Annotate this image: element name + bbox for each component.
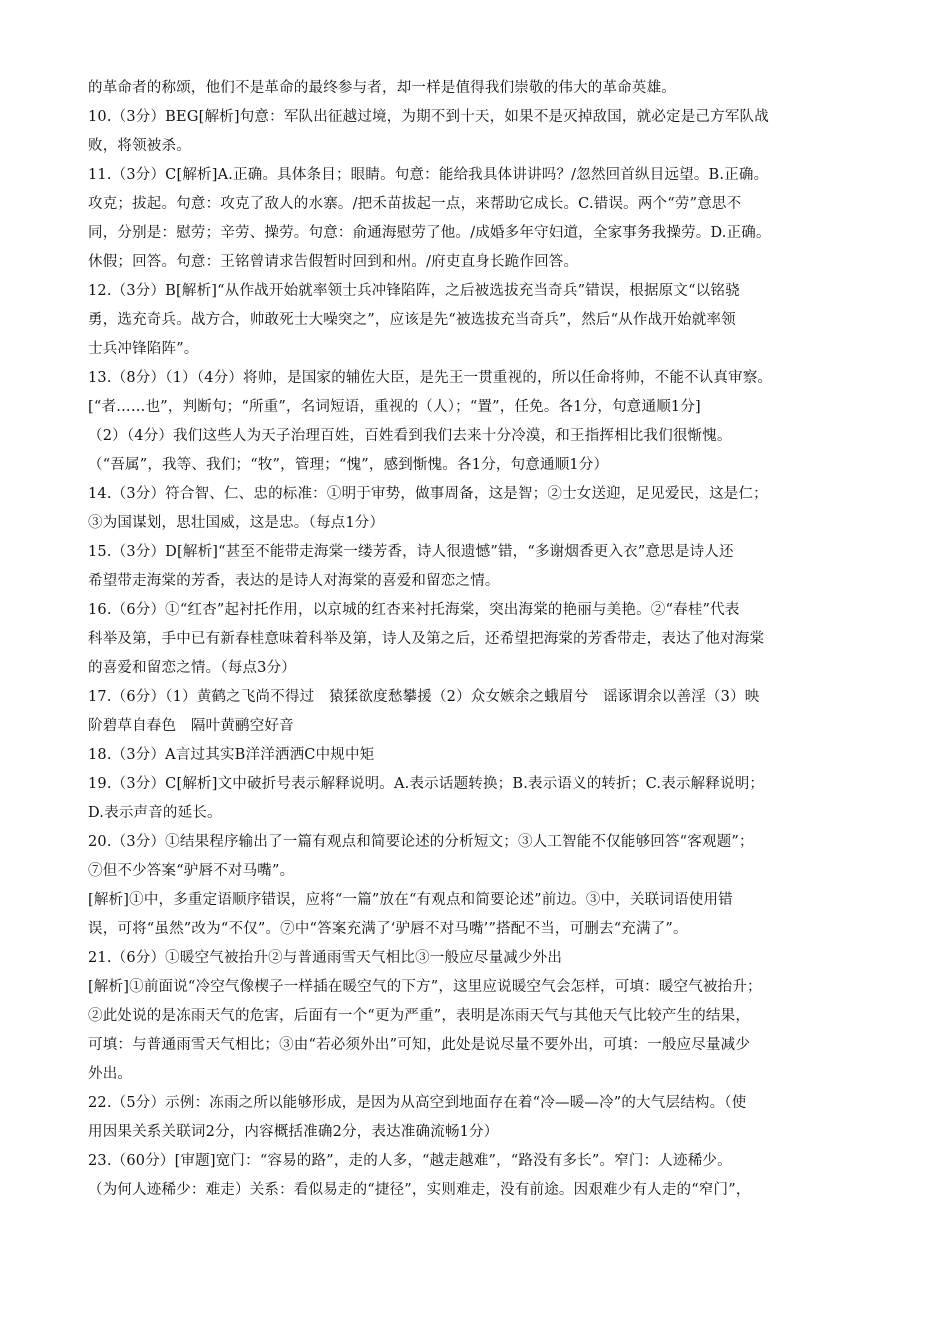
text-line: 19.（3分）C[解析]文中破折号表示解释说明。A.表示话题转换；B.表示语义的转折；C.表示解释说明； [88, 776, 765, 792]
text-line: 士兵冲锋陷阵”。 [88, 341, 199, 357]
text-line: 13.（8分）（1）（4分）将帅，是国家的辅佐大臣，是先王一贯重视的，所以任命将帅，不能不认真审察。 [88, 370, 773, 386]
text-line: 15.（3分）D[解析]“甚至不能带走海棠一缕芳香，诗人很遗憾”错，“多谢烟香更入衣”意思是诗人还 [88, 544, 734, 560]
text-line: 17.（6分）（1）黄鹤之飞尚不得过 猿猱欲度愁攀援（2）众女嫉余之蛾眉兮 谣诼谓余以善淫（3）映 [88, 689, 760, 705]
text-line: ⑦但不少答案“驴唇不对马嘴”。 [88, 863, 295, 879]
text-line: ②此处说的是冻雨天气的危害，后面有一个“更为严重”，表明是冻雨天气与其他天气比较产生的结果， [88, 1008, 751, 1024]
text-line: 16.（6分）①“红杏”起衬托作用，以京城的红杏来衬托海棠，突出海棠的艳丽与美艳。②“春桂”代表 [88, 602, 740, 618]
text-line: 21.（6分）①暖空气被抬升②与普通雨雪天气相比③一般应尽量减少外出 [88, 950, 563, 966]
text-line: 科举及第，手中已有新春桂意味着科举及第，诗人及第之后，还希望把海棠的芳香带走，表达了他对海棠 [88, 631, 765, 647]
text-line: 勇，选充奇兵。战方合，帅敢死士大噪突之”，应该是先“被选拔充当奇兵”，然后“从作战开始就率领 [88, 312, 736, 328]
text-line: （“吾属”，我等、我们；“牧”，管理；“愧”，感到惭愧。各1分，句意通顺1分） [88, 457, 609, 473]
text-line: 误，可将“虽然”改为“不仅”。⑦中“答案充满了‘驴唇不对马嘴’”搭配不当，可删去“充满了”。 [88, 921, 688, 937]
text-line: 12.（3分）B[解析]“从作战开始就率领士兵冲锋陷阵，之后被选拔充当奇兵”错误，根据原文“以铭骁 [88, 283, 740, 299]
text-line: 11.（3分）C[解析]A.正确。具体条目；眼睛。句意：能给我具体讲讲吗？/忽然回首纵目远望。B.正确。 [88, 167, 769, 183]
text-line: 休假；回答。句意：王铭曾请求告假暂时回到和州。/府吏直身长跪作回答。 [88, 254, 579, 270]
text-line: 外出。 [88, 1066, 133, 1082]
text-line: 败，将领被杀。 [88, 138, 191, 154]
text-line: [解析]①中，多重定语顺序错误，应将“一篇”放在“有观点和简要论述”前边。③中，关联词语使用错 [88, 892, 733, 908]
text-line: 23.（60分）[审题]宽门：“容易的路”，走的人多，“越走越难”，“路没有多长”。窄门：人迹稀少。 [88, 1153, 732, 1169]
text-line: 同，分别是：慰劳；辛劳、操劳。句意：俞通海慰劳了他。/成婚多年守妇道，全家事务我操劳。D.正确。 [88, 225, 771, 241]
text-line: 的革命者的称颂，他们不是革命的最终参与者，却一样是值得我们崇敬的伟大的革命英雄。 [88, 80, 676, 96]
text-line: 18.（3分）A言过其实B洋洋洒洒C中规中矩 [88, 747, 375, 763]
text-line: 的喜爱和留恋之情。（每点3分） [88, 660, 296, 676]
answer-key-page [88, 74, 868, 1205]
text-line: 14.（3分）符合智、仁、忠的标准：①明于审势，做事周备，这是智；②士女送迎，足见爱民，这是仁； [88, 486, 768, 502]
text-line: 阶碧草自春色 隔叶黄鹂空好音 [88, 718, 294, 734]
text-line: [解析]①前面说“冷空气像楔子一样插在暖空气的下方”，这里应说暖空气会怎样，可填：暖空气被抬升； [88, 979, 762, 995]
text-line: （为何人迹稀少：难走）关系：看似易走的“捷径”，实则难走，没有前途。因艰难少有人走的“窄门”， [88, 1182, 751, 1198]
text-line: 20.（3分）①结果程序输出了一篇有观点和简要论述的分析短文；③人工智能不仅能够回答“客观题”； [88, 834, 754, 850]
text-line: ③为国谋划，思壮国威，这是忠。（每点1分） [88, 515, 385, 531]
text-line: 10.（3分）BEG[解析]句意：军队出征越过境，为期不到十天，如果不是灭掉敌国，就必定是己方军队战 [88, 109, 769, 125]
text-line: [“者……也”，判断句；“所重”，名词短语，重视的（人）；“置”，任免。各1分，句意通顺1分] [88, 399, 701, 415]
text-line: 攻克；拔起。句意：攻克了敌人的水寨。/把禾苗拔起一点，来帮助它成长。C.错误。两个“劳”意思不 [88, 196, 742, 212]
text-line: 22.（5分）示例：冻雨之所以能够形成，是因为从高空到地面存在着“冷—暖—冷”的大气层结构。（使 [88, 1095, 747, 1111]
text-line: 用因果关系关联词2分，内容概括准确2分，表达准确流畅1分） [88, 1124, 499, 1140]
text-line: 希望带走海棠的芳香，表达的是诗人对海棠的喜爱和留恋之情。 [88, 573, 500, 589]
text-line: （2）（4分）我们这些人为天子治理百姓，百姓看到我们去来十分冷漠，和王指挥相比我们很惭愧。 [88, 428, 732, 444]
text-line: D.表示声音的延长。 [88, 805, 222, 821]
text-line: 可填：与普通雨雪天气相比；③由“若必须外出”可知，此处是说尽量不要外出，可填：一般应尽量减少 [88, 1037, 751, 1053]
